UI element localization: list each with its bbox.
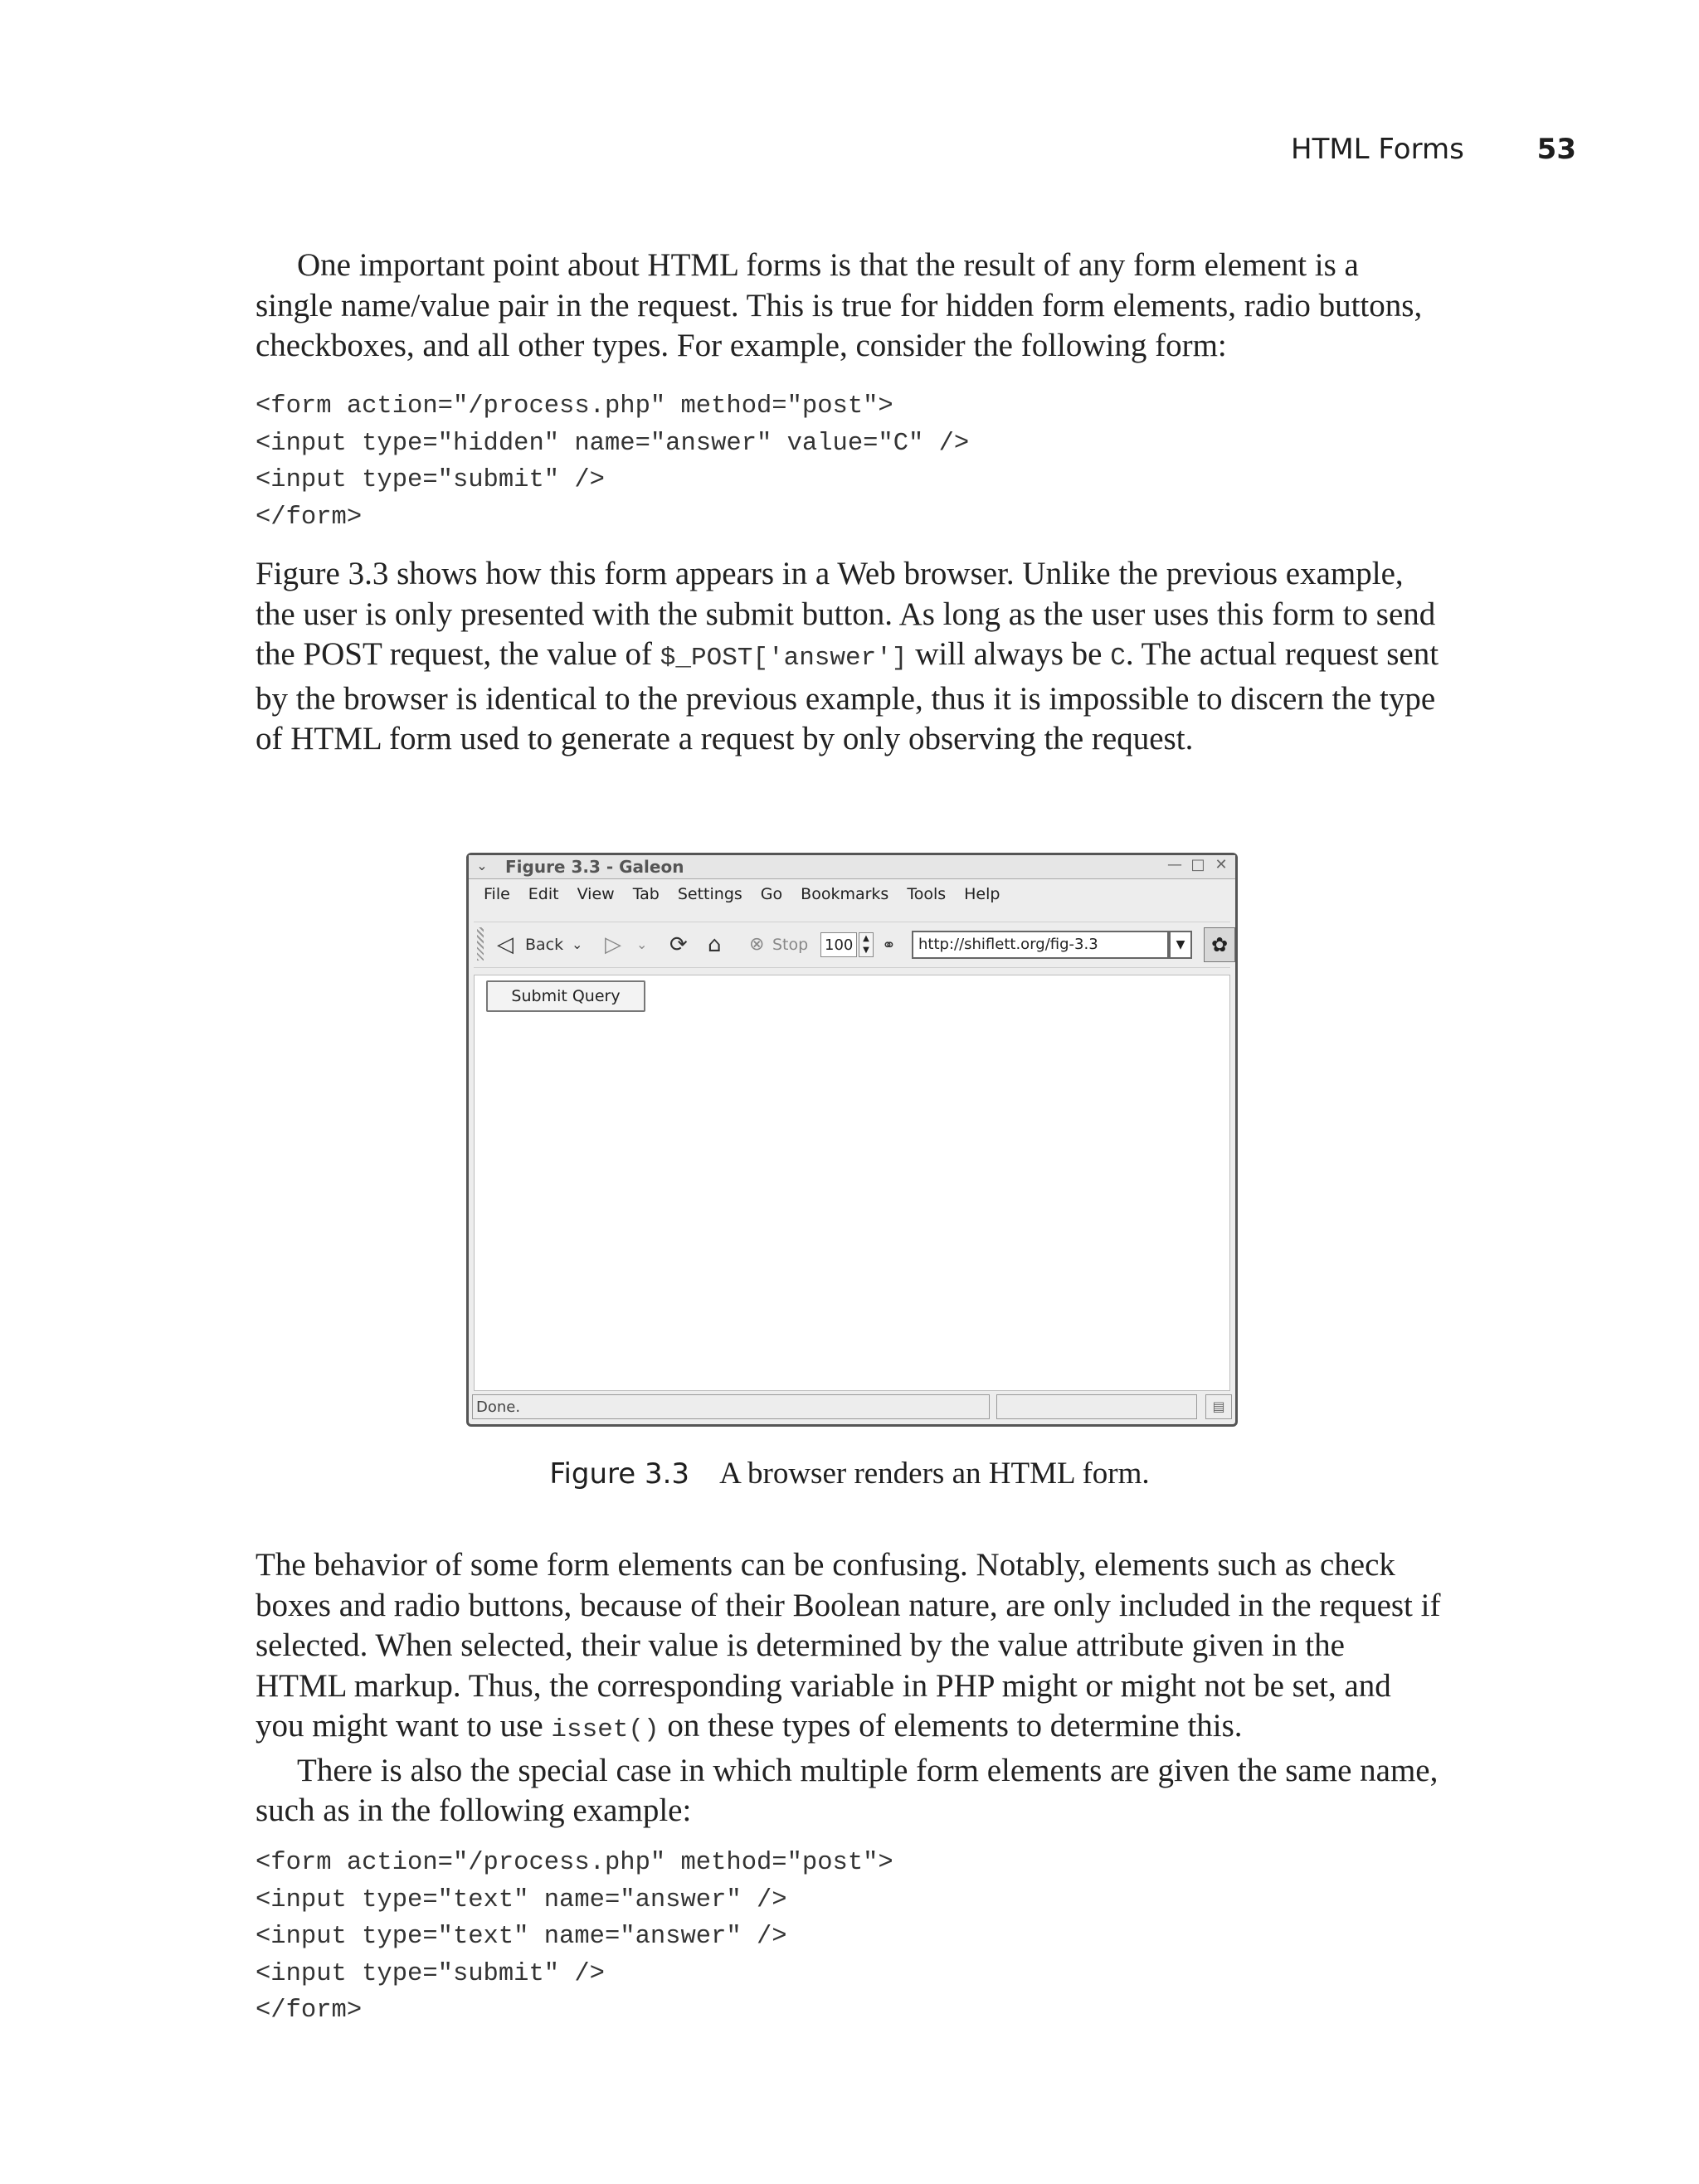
paragraph-4: There is also the special case in which multiple form elements are given the same name, such as in the following example: <box>256 1752 1439 1828</box>
figure-caption-label: Figure 3.3 <box>549 1457 690 1491</box>
code-block-2 <box>256 1845 893 2030</box>
code-line: <input type="submit" /> <box>256 466 605 494</box>
inline-code: C <box>1110 644 1126 673</box>
stop-button[interactable]: Stop <box>772 936 809 954</box>
status-bar <box>472 1394 1232 1421</box>
code-line: <input type="text" name="answer" /> <box>256 1923 787 1951</box>
close-icon[interactable]: ✕ <box>1215 856 1228 873</box>
paragraph-1: One important point about HTML forms is that the result of any form element is a single name/value pair in the request. This is true for hidden form elements, radio buttons, checkboxes, and all other types. For example, consider the following form: <box>256 247 1423 363</box>
stop-icon[interactable]: ⊗ <box>749 934 765 955</box>
home-icon[interactable]: ⌂ <box>708 932 722 957</box>
page-number: 53 <box>1536 133 1576 166</box>
code-line: </form> <box>256 503 363 532</box>
running-head-title: HTML Forms <box>1291 133 1464 166</box>
window-title: Figure 3.3 - Galeon <box>505 857 684 877</box>
menu-tab[interactable]: Tab <box>632 885 660 903</box>
menu-file[interactable]: File <box>484 885 510 903</box>
figure-caption-text: A browser renders an HTML form. <box>719 1457 1150 1491</box>
code-line: <form action="/process.php" method="post"> <box>256 392 893 421</box>
menu-view[interactable]: View <box>577 885 615 903</box>
paragraph-3: The behavior of some form elements can be confusing. Notably, elements such as check boxes and radio buttons, because of their Boolean nature, are only included in the request if selected. When selected, their value is determined by the value attribute given in the HTML markup. Thus, the corresponding variable in PHP might or might not be set, and you might want to use isset() on these types of elements to determine this. There is also the special case in which multiple form elements are given the same name, such as in the following example: <box>256 1545 1442 1831</box>
navigation-toolbar <box>474 922 1230 968</box>
submit-query-button[interactable]: Submit Query <box>486 980 645 1012</box>
running-head <box>1278 133 1576 174</box>
window-menu-icon[interactable]: ⌄ <box>476 858 488 873</box>
url-input[interactable]: http://shiflett.org/fig-3.3 <box>912 931 1169 959</box>
minimize-icon[interactable]: — <box>1167 856 1182 873</box>
forward-arrow-icon[interactable]: ▷ <box>605 932 621 957</box>
browser-window-screenshot <box>466 853 1238 1427</box>
inline-code: isset() <box>551 1715 660 1744</box>
zoom-input[interactable]: 100 <box>820 932 857 957</box>
reload-icon[interactable]: ⟳ <box>669 932 688 957</box>
url-dropdown-chevron-icon[interactable]: ▼ <box>1169 931 1192 959</box>
paragraph-2: Figure 3.3 shows how this form appears in a Web browser. Unlike the previous example, the user is only presented with the submit button. As long as the user uses this form to send the POST request, the value of $_POST['answer'] will always be C. The actual request sent by the browser is identical to the previous example, thus it is impossible to discern the type of HTML form used to generate a request by only observing the request. <box>256 556 1439 756</box>
forward-history-chevron-icon[interactable]: ⌄ <box>636 936 648 952</box>
menu-help[interactable]: Help <box>964 885 1000 903</box>
location-icon: ⚭ <box>882 935 896 955</box>
window-titlebar <box>469 855 1235 879</box>
inline-code: $_POST['answer'] <box>660 644 908 673</box>
code-line: <input type="text" name="answer" /> <box>256 1885 787 1914</box>
galeon-throbber-icon[interactable]: ✿ <box>1204 927 1235 962</box>
back-arrow-icon[interactable]: ◁ <box>497 932 514 957</box>
maximize-icon[interactable]: □ <box>1190 856 1205 873</box>
code-line: <input type="hidden" name="answer" value="C" /> <box>256 429 970 458</box>
menu-go[interactable]: Go <box>760 885 783 903</box>
menu-bookmarks[interactable]: Bookmarks <box>801 885 889 903</box>
menu-settings[interactable]: Settings <box>677 885 742 903</box>
code-line: <form action="/process.php" method="post"> <box>256 1849 893 1877</box>
status-progress <box>996 1394 1197 1419</box>
zoom-spinner[interactable]: ▲ ▼ <box>859 932 874 957</box>
menu-tools[interactable]: Tools <box>907 885 947 903</box>
toolbar-grip[interactable] <box>477 927 484 961</box>
back-history-chevron-icon[interactable]: ⌄ <box>572 936 583 952</box>
menu-bar <box>484 885 1018 903</box>
status-text: Done. <box>472 1394 990 1419</box>
back-button[interactable]: Back <box>525 936 564 954</box>
page-content-area <box>474 975 1230 1391</box>
security-status-icon[interactable]: ▤ <box>1205 1394 1232 1419</box>
code-block-1 <box>256 388 969 536</box>
figure-caption <box>0 1456 1699 1491</box>
code-line: </form> <box>256 1997 363 2025</box>
menu-edit[interactable]: Edit <box>528 885 559 903</box>
code-line: <input type="submit" /> <box>256 1959 605 1988</box>
